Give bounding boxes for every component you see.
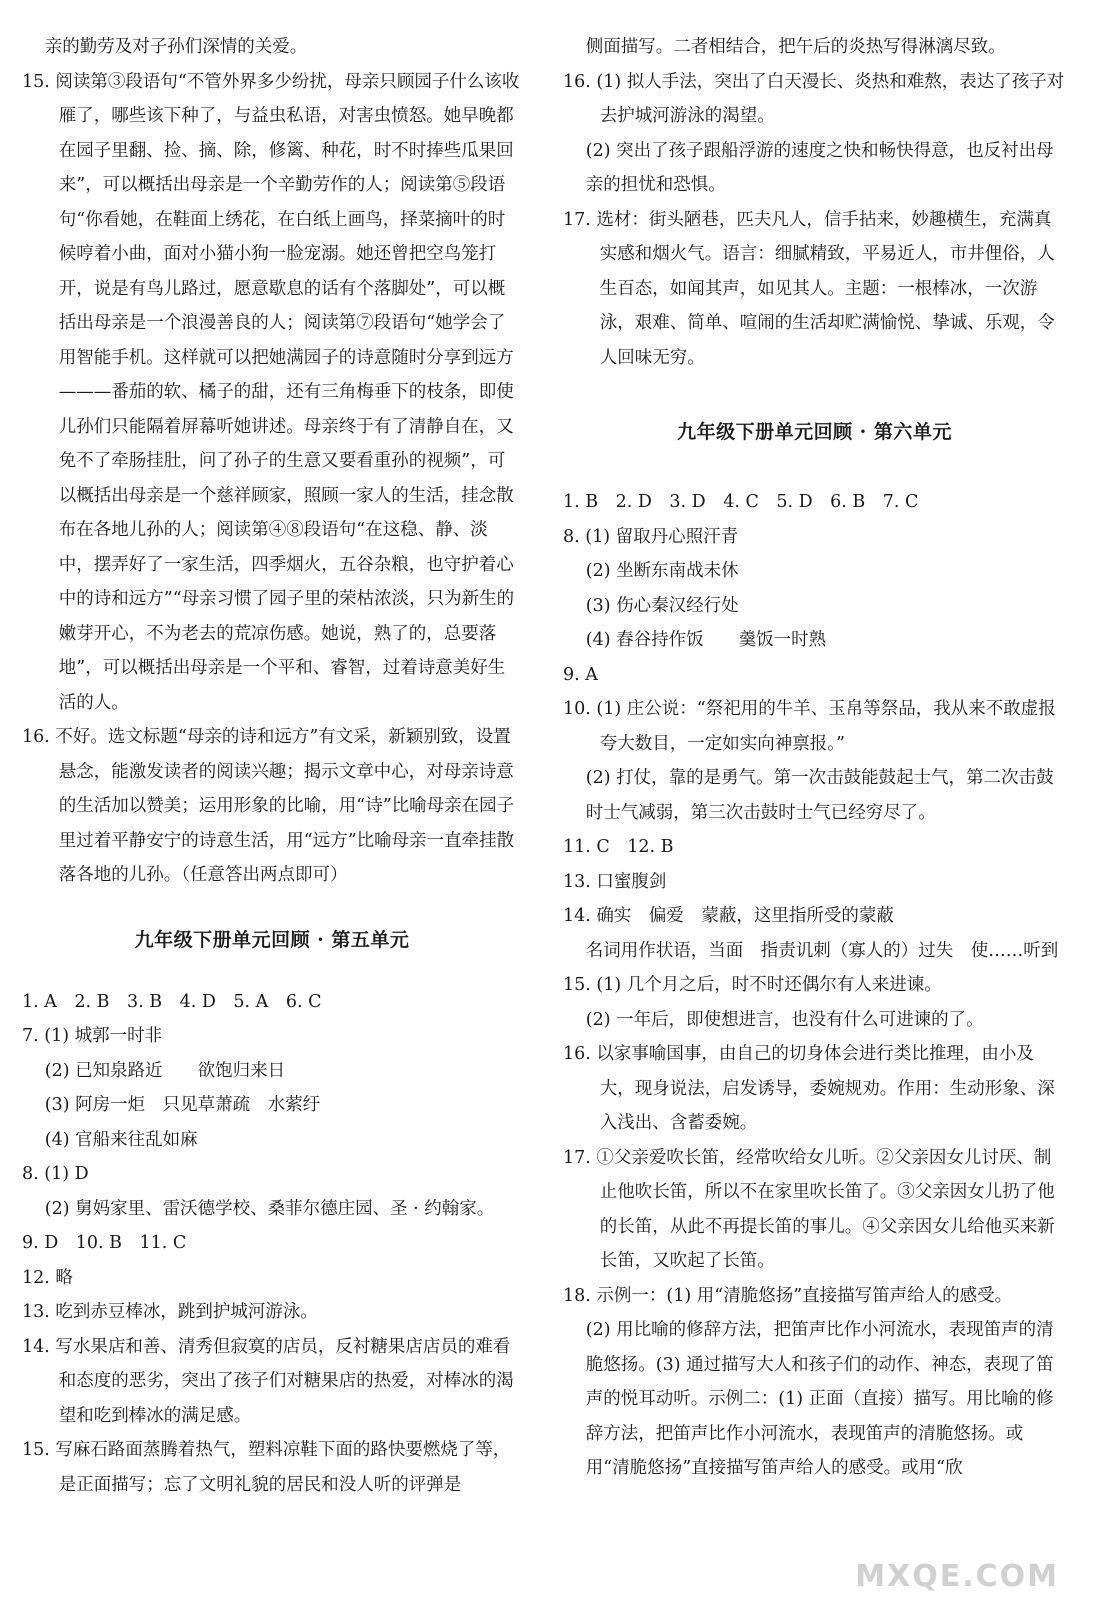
unit5-answer-15-continuation: 侧面描写。二者相结合，把午后的炎热写得淋漓尽致。 xyxy=(585,37,1006,57)
unit5-answer-15: 15. 写麻石路面蒸腾着热气，塑料凉鞋下面的路快要燃烧了等，是正面描写；忘了文明礼貌的居民和没人听的评弹是 xyxy=(22,1440,511,1495)
unit5-answer-7-1: 7. (1) 城郭一时非 xyxy=(22,1026,163,1046)
unit5-answer-7-4: (4) 官船来往乱如麻 xyxy=(44,1129,198,1150)
unit6-answer-8-1: 8. (1) 留取丹心照汗青 xyxy=(563,526,739,547)
unit6-answer-15-1: 15. (1) 几个月之后，时不时还偶尔有人来进谏。 xyxy=(563,975,942,995)
unit6-answer-8-4: (4) 舂谷持作饭 羹饭一时熟 xyxy=(585,630,827,650)
left-column xyxy=(22,30,522,1502)
answer-16: 16. 不好。选文标题“母亲的诗和远方”有文采，新颖别致，设置悬念，能激发读者的阅读兴趣；揭示文章中心，对母亲诗意的生活加以赞美；运用形象的比喻，用“诗”比喻母亲在园子里过着平静安宁的诗意生活，用“远方”比喻母亲一直牵挂散落各地的儿孙。（任意答出两点即可） xyxy=(22,727,515,885)
unit6-answer-16: 16. 以家事喻国事，由自己的切身体会进行类比推理，由小及大，现身说法，启发诱导，委婉规劝。作用：生动形象、深入浅出、含蓄委婉。 xyxy=(563,1044,1055,1133)
unit5-answer-7-2: (2) 已知泉路近 欲饱归来日 xyxy=(44,1060,286,1081)
unit6-answer-18-2: (2) 用比喻的修辞方法，把笛声比作小河流水，表现笛声的清脆悠扬。(3) 通过描写大人和孩子们的动作、神态，表现了笛声的悦耳动听。示例二：(1) 正面（直接）描写。用比喻的修辞方法，把笛声比作小河流水，表现笛声的清脆悠扬。或用“清脆悠扬”直接描写笛声给人的感受。或用“欣 xyxy=(585,1320,1054,1478)
unit6-heading: 九年级下册单元回顾 · 第六单元 xyxy=(677,421,952,443)
unit6-answers-1-7: 1. B 2. D 3. D 4. C 5. D 6. B 7. C xyxy=(563,492,919,512)
unit6-answer-14-2: 名词用作状语，当面 指责讥刺（寡人的）过失 使……听到 xyxy=(585,940,1059,961)
unit6-answer-8-2: (2) 坐断东南战未休 xyxy=(585,561,739,581)
unit5-heading: 九年级下册单元回顾 · 第五单元 xyxy=(134,928,410,951)
unit6-answer-10-2: (2) 打仗，靠的是勇气。第一次击鼓能鼓起士气，第二次击鼓时士气减弱，第三次击鼓时士气已经穷尽了。 xyxy=(585,768,1054,823)
unit6-answer-9: 9. A xyxy=(563,664,598,685)
unit6-answer-13: 13. 口蜜腹剑 xyxy=(563,871,667,892)
unit5-answer-13: 13. 吃到赤豆棒冰，跳到护城河游泳。 xyxy=(22,1302,318,1322)
unit6-answer-10-1: 10. (1) 庄公说：“祭祀用的牛羊、玉帛等祭品，我从来不敢虚报夸大数目，一定如实向神禀报。” xyxy=(563,699,1056,754)
unit5-answer-7-3: (3) 阿房一炬 只见草萧疏 水萦纡 xyxy=(44,1095,321,1115)
q14-continuation: 亲的勤劳及对子孙们深情的关爱。 xyxy=(44,37,308,57)
unit5-answer-8-2: (2) 舅妈家里、雷沃德学校、桑菲尔德庄园、圣 · 约翰家。 xyxy=(44,1198,495,1219)
unit5-answer-16-2: (2) 突出了孩子跟船浮游的速度之快和畅快得意，也反衬出母亲的担忧和恐惧。 xyxy=(585,140,1054,195)
unit5-answer-16-1: 16. (1) 拟人手法，突出了白天漫长、炎热和难熬，表达了孩子对去护城河游泳的渴望。 xyxy=(563,71,1065,126)
site-watermark: MXQE.COM xyxy=(855,1559,1059,1594)
unit5-answer-14: 14. 写水果店和善、清秀但寂寞的店员，反衬糖果店店员的难看和态度的恶劣，突出了孩子们对糖果店的热爱，对棒冰的渴望和吃到棒冰的满足感。 xyxy=(22,1336,514,1426)
answer-15: 15. 阅读第③段语句“不管外界多少纷扰，母亲只顾园子什么该收雁了，哪些该下种了，与益虫私语，对害虫愤怒。她早晚都在园子里翻、捡、摘、除，修篱、种花，时不时捧些瓜果回来”，可以概括出母亲是一个辛勤劳作的人；阅读第⑤段语句“你看她，在鞋面上绣花，在白纸上画鸟，择菜摘叶的时候哼着小曲，面对小猫小狗一脸宠溺。她还曾把空鸟笼打开，说是有鸟儿路过，愿意歇息的话有个落脚处”，可以概括出母亲是一个浪漫善良的人；阅读第⑦段语句“她学会了用智能手机。这样就可以把她满园子的诗意随时分享到远方———番茄的软、橘子的甜，还有三角梅垂下的枝条，即使儿孙们只能隔着屏幕听她讲述。母亲终于有了清静自在，又免不了牵肠挂肚，问了孙子的生意又要看重孙的视频”，可以概括出母亲是一个慈祥顾家，照顾一家人的生活，挂念散布在各地儿孙的人；阅读第④⑧段语句“在这稳、静、淡中，摆弄好了一家生活，四季烟火，五谷杂粮，也守护着心中的诗和远方”“母亲习惯了园子里的荣枯浓淡，只为新生的嫩芽开心，不为老去的荒凉伤感。她说，熟了的，总要落地”，可以概括出母亲是一个平和、睿智，过着诗意美好生活的人。 xyxy=(22,71,520,713)
unit6-answer-8-3: (3) 伤心秦汉经行处 xyxy=(585,595,739,616)
unit5-answer-8-1: 8. (1) D xyxy=(22,1164,89,1184)
right-column xyxy=(563,30,1066,1486)
unit6-answer-15-2: (2) 一年后，即使想进言，也没有什么可进谏的了。 xyxy=(585,1009,984,1030)
unit6-answer-17: 17. ①父亲爱吹长笛，经常吹给女儿听。②父亲因女儿讨厌、制止他吹长笛，所以不在家里吹长笛了。③父亲因女儿扔了他的长笛，从此不再提长笛的事儿。④父亲因女儿给他买来新长笛，又吹起了长笛。 xyxy=(563,1147,1055,1271)
unit6-answer-14-1: 14. 确实 偏爱 蒙蔽，这里指所受的蒙蔽 xyxy=(563,906,894,926)
unit6-answer-18-1: 18. 示例一：(1) 用“清脆悠扬”直接描写笛声给人的感受。 xyxy=(563,1285,1013,1306)
unit5-answer-12: 12. 略 xyxy=(22,1267,73,1288)
unit5-answer-17: 17. 选材：街头陋巷，匹夫凡人，信手拈来，妙趣横生，充满真实感和烟火气。语言：细腻精致，平易近人，市井俚俗，人生百态，如闻其声，如见其人。主题：一根棒冰，一次游泳，艰难、简单、喧闹的生活却贮满愉悦、挚诚、乐观，令人回味无穷。 xyxy=(563,209,1055,368)
unit6-answers-11-12: 11. C 12. B xyxy=(563,837,674,857)
unit5-answers-9-11: 9. D 10. B 11. C xyxy=(22,1233,187,1253)
unit5-answers-1-6: 1. A 2. B 3. B 4. D 5. A 6. C xyxy=(22,991,322,1012)
